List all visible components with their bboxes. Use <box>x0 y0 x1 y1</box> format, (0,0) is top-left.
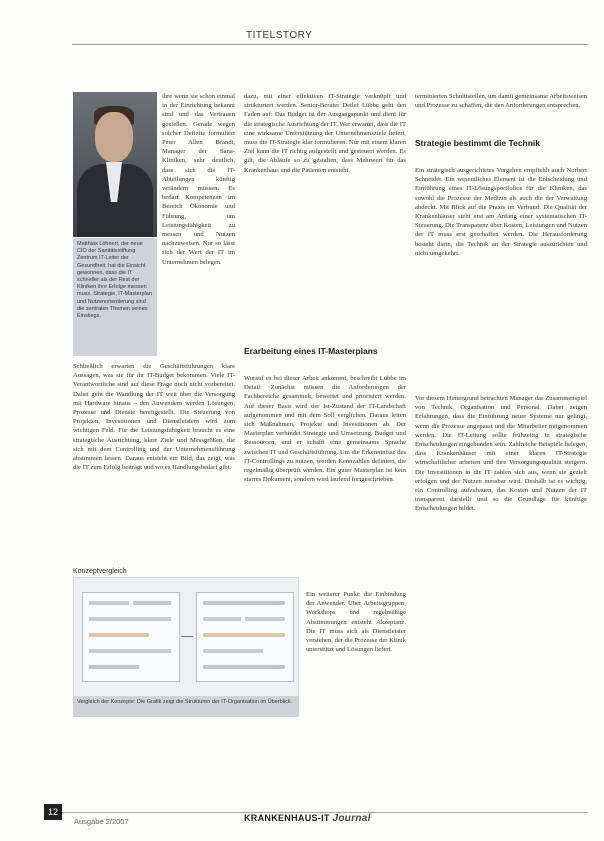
column-2-top <box>244 92 406 340</box>
col2-text-b: Worauf es bei dieser Arbeit ankommt, beschreibt Lübbe im Detail: Zunächst müssen die Anforderungen der Fachbereiche gesammelt, bewertet und priorisiert werden. Auf dieser Basis wird der Ist-Zustand der IT-Landschaft aufgenommen und mit dem Soll verglichen. Daraus leiten sich Maßnahmen, Projekte und Investitionen ab. Der Masterplan verbindet Strategie und Umsetzung, Budget und Ressourcen, und er schafft eine gemeinsame Sprache zwischen IT und Geschäftsführung. Um die Erkenntnisse des IT-Controllings zu nutzen, werden Kennzahlen definiert, die regelmäßig überprüft werden. Ein guter Masterplan ist kein starres Dokument, sondern wird laufend fortgeschrieben. <box>244 375 406 484</box>
col3-text-c: Vor diesem Hintergrund betrachten Manager das Zusammenspiel von Technik, Organisation und Personal. Dabei zeigen Erfahrungen, dass die Einführung neuer Systeme nur gelingt, wenn die Prozesse angepasst und die Mitarbeiter mitgenommen werden. Die IT-Leitung sollte frühzeitig in strategische Entscheidungen eingebunden sein. Zahlreiche Beispiele belegen, dass Krankenhäuser mit einer klaren IT-Strategie wirtschaftlicher arbeiten und ihre Versorgungsqualität steigern. Die Investitionen in die IT zahlen sich aus, wenn sie gezielt erfolgen und der Nutzen messbar wird. Deshalb ist es wichtig, ein Controlling aufzubauen, das Kosten und Nutzen der IT transparent darstellt und so die Grundlage für künftige Entscheidungen bildet. <box>415 395 587 513</box>
diagram-block <box>203 633 285 637</box>
col2-heading: Erarbeitung eines IT-Masterplans <box>244 346 378 356</box>
diagram-block <box>245 617 285 621</box>
diagram-block <box>89 633 149 637</box>
diagram-block <box>89 617 171 621</box>
column-2-middle <box>244 374 406 574</box>
figure-title: Konzeptvergleich <box>73 568 127 575</box>
col3-heading: Strategie bestimmt die Technik <box>415 138 541 148</box>
col3-text-a: terminierten Schnittstellen, um damit gemeinsame Arbeitsweisen und Prozesse zu schaffen, die den Anforderungen entsprechen. <box>415 93 587 110</box>
portrait-photo <box>73 92 157 237</box>
column-3-top <box>415 92 587 132</box>
diagram-panel-left <box>82 592 180 682</box>
section-tag: TITELSTORY <box>246 30 313 41</box>
diagram-block <box>89 665 139 669</box>
concept-diagram <box>73 577 299 697</box>
col3-text-b: Ein strategisch ausgerichtetes Vorgehen empfiehlt auch Norbert Schneider. Ein wesentliches Element ist die Entscheidung und Einführung eines IT-Lösungsportfolios für die Kliniken, das sowohl die Prozesse der Medizin als auch die der Verwaltung abdeckt. Mit Blick auf die Praxis im Verbund: Die Qualität der Krankenhäuser steht erst am Anfang einer systematischen IT-Steuerung. Die Transparenz über Kosten, Leistungen und Nutzen der IT muss erst geschaffen werden. Die Herausforderung besteht darin, die Technik an der Strategie auszurichten und nicht umgekehrt. <box>415 167 587 257</box>
diagram-panel-right <box>196 592 294 682</box>
header-rule <box>72 44 588 45</box>
column-1-body <box>73 362 235 562</box>
col2-text-a: dazu, mit einer effektiven IT-Strategie verknüpft und strukturiert werden. Senior-Berater Detlef Lübbe geht den Faden auf: Das Budget ist der Ausgangspunkt und dient für die strategische Ausrichtung der IT. Wer erwartet, dass die IT eine wirksame Unterstützung der Unternehmensziele liefert, muss die IT-Strategie klar formulieren. Nur mit einem klaren Ziel kann die IT richtig aufgestellt und gesteuert werden. Es gilt, die Abläufe so zu gestalten, dass Mehrwert für das Krankenhaus und die Patienten entsteht. <box>244 93 406 174</box>
col1-intro-text: ihre wenn sie schon einmal in der Einrichtung bekannt sind und das Vertrauen genießen. Gerade wegen solcher Defizite formuliert Peter Allen Brandt, Manager der Sana-Kliniken, sehr deutlich, dass sich die IT-Abteilungen künftig verändern müssen. Es bedarf Kompetenzen im Bereich Ökonomie und Führung, um Leistungsfähigkeit zu messen und Nutzen nachzuweisen. Nur so lässt sich der Wert der IT im Unternehmen belegen. <box>162 93 235 266</box>
photo-caption: Matthias Löhnert, der neue CIO der Sanitätsstiftung Zentrum IT-Leiter der Gesundheit, hat die Einsicht gewonnen, dass die IT schneller als der Rest der Kliniken ihre Erfolge messen muss. Strategie, IT-Masterplan und Nutzenorientierung sind die zentralen Themen seines Einstiegs. <box>73 238 157 356</box>
diagram-block <box>203 601 285 605</box>
figure-caption: Vergleich der Konzepte: Die Grafik zeigt die Strukturen der IT-Organisation im Überblick. <box>73 697 299 717</box>
diagram-block <box>203 649 263 653</box>
diagram-block <box>203 617 241 621</box>
diagram-block <box>133 601 171 605</box>
diagram-block <box>89 601 129 605</box>
magazine-logo <box>244 813 371 824</box>
column-3-middle <box>415 166 587 390</box>
diagram-block <box>203 665 285 669</box>
page-number: 12 <box>44 804 62 820</box>
column-3-bottom <box>415 394 587 800</box>
column-1-intro <box>162 92 235 360</box>
issue-label: Ausgabe 2/2007 <box>74 817 129 826</box>
col1-body-text: Schließlich erwarten die Geschäftsführungen klare Aussagen, was sie für ihr IT-Budget bekommen. Viele IT-Verantwortliche sind auf diese Frage noch nicht vorbereitet. Dabei geht die Wandlung der IT weit über die Versorgung mit Hardware hinaus – den Anwendern werden Lösungen, Prozesse und Dienste bereitgestellt. Die Steuerung von Projekten, Investitionen und Dienstleistern wird zum wichtigen Feld. Für die Leistungsfähigkeit braucht es eine strategische Ausrichtung, klare Ziele und Messgrößen, die sich mit dem Controlling und der Unternehmensführung abstimmen lassen. Daraus entsteht ein Bild, das zeigt, was die IT zum Erfolg beiträgt und wo es Handlungsbedarf gibt. <box>73 363 235 472</box>
col2-text-c: Ein weiterer Punkt: die Einbindung der Anwender. Über Arbeitsgruppen, Workshops und regelmäßige Abstimmungen entsteht Akzeptanz. Die IT muss sich als Dienstleister verstehen, der die Prozesse der Klinik unterstützt und Lösungen liefert. <box>306 591 406 654</box>
diagram-block <box>89 649 171 653</box>
magazine-name: KRANKENHAUS-IT <box>244 813 330 823</box>
column-2-bottom <box>306 590 406 800</box>
portrait-face <box>95 112 133 162</box>
diagram-arrow <box>181 636 193 637</box>
magazine-suffix: Journal <box>332 813 371 824</box>
